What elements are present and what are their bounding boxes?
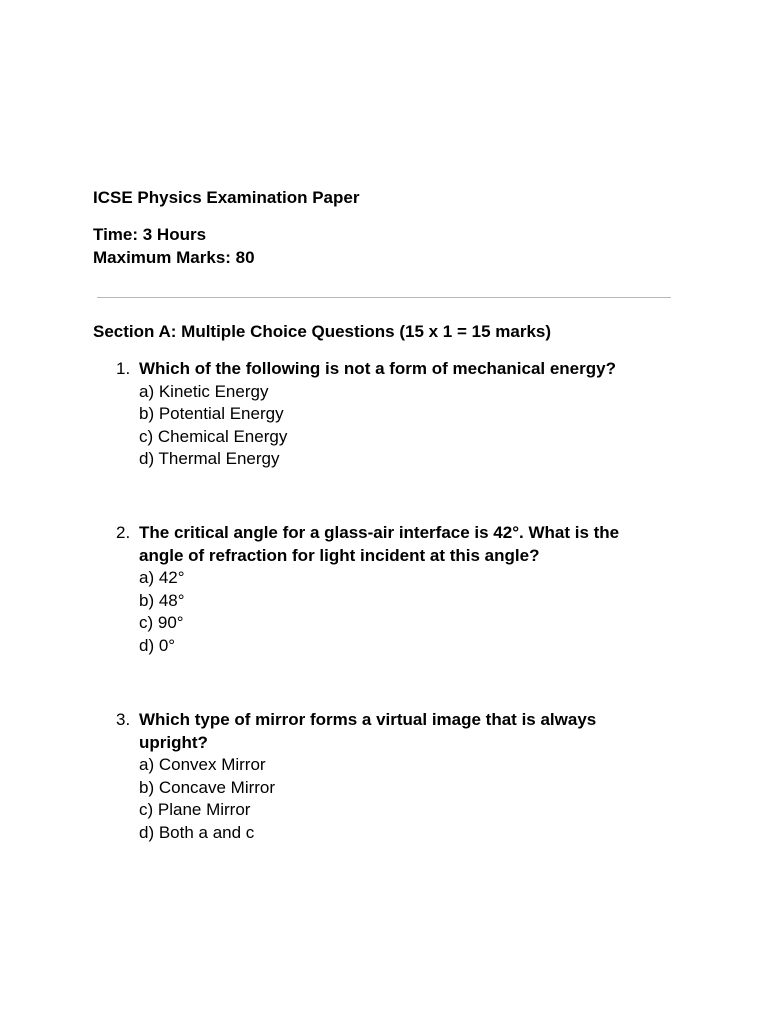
- option-d: d) Both a and c: [139, 822, 255, 842]
- option-b: b) Concave Mirror: [139, 777, 276, 797]
- question-text-line-2: angle of refraction for light incident at this angle?: [139, 545, 540, 565]
- option-b: b) Potential Energy: [139, 404, 284, 423]
- option-a: a) 42°: [139, 568, 185, 587]
- option-d: d) 0°: [139, 635, 176, 655]
- question-text-line-1: Which type of mirror forms a virtual image that is always: [139, 710, 597, 729]
- option-a: a) Convex Mirror: [139, 755, 266, 774]
- question-text-line-1: The critical angle for a glass-air interface is 42°. What is the: [139, 523, 620, 542]
- question-number: 1.: [116, 359, 131, 378]
- question-body: [139, 522, 659, 657]
- page-title: ICSE Physics Examination Paper: [93, 188, 360, 207]
- question-number: 2.: [116, 523, 131, 542]
- question-text-line-2: upright?: [139, 732, 208, 752]
- exam-max-marks: Maximum Marks: 80: [93, 247, 255, 267]
- option-c: c) 90°: [139, 613, 184, 632]
- option-a: a) Kinetic Energy: [139, 381, 269, 401]
- question-body: [139, 358, 659, 471]
- exam-meta: [93, 224, 255, 269]
- section-heading: Section A: Multiple Choice Questions (15 x 1 = 15 marks): [93, 322, 552, 341]
- option-c: c) Plane Mirror: [139, 800, 251, 819]
- question-body: [139, 709, 659, 844]
- horizontal-divider: [97, 297, 671, 298]
- exam-duration: Time: 3 Hours: [93, 225, 207, 244]
- question-number: 3.: [116, 710, 131, 729]
- option-c: c) Chemical Energy: [139, 426, 288, 446]
- option-b: b) 48°: [139, 590, 185, 610]
- option-d: d) Thermal Energy: [139, 449, 280, 468]
- question-text: Which of the following is not a form of mechanical energy?: [139, 359, 616, 378]
